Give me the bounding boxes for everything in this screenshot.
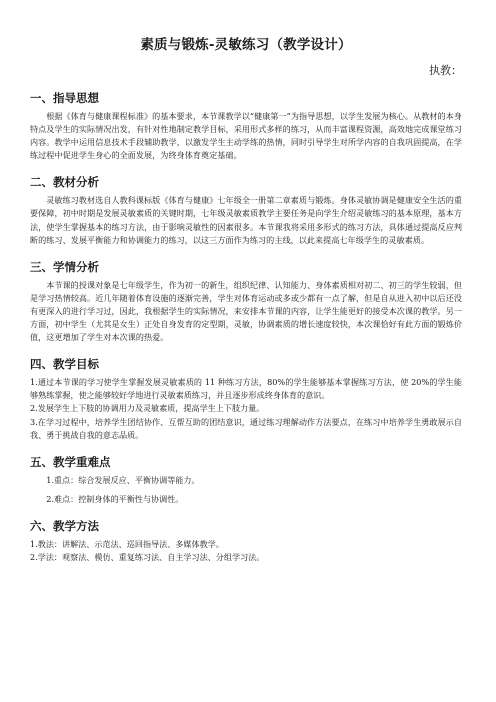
- section-paragraph: 灵敏练习教材选自人教科课标版《体育与健康》七年级全一册第二章素质与锻炼。身体灵敏协调是健康安全生活的重要保障，初中时期是发展灵敏素质的关键时期，七年级灵敏素质教学主要任务是向学生介绍灵敏练习的基本原理，基本方法，使学生掌握基本的练习方法，由于影响灵敏性的因素很多。本节课我将采用多形式的练习方法，具体通过提高反应判断的练习、发展平衡能力和协调能力的练习，以这三方面作为练习的主线，以此来提高七年级学生的灵敏素质。: [30, 195, 462, 245]
- list-item: 2.难点：控制身体的平衡性与协调性。: [46, 493, 184, 504]
- section-student-analysis: [30, 259, 462, 344]
- document-title: 素质与锻炼-灵敏练习（教学设计）: [140, 37, 352, 53]
- section-paragraph: 本节课的授课对象是七年级学生，作为初一的新生，组织纪律、认知能力、身体素质相对初二、初三的学生较弱，但是学习热情较高。近几年随着体育设施的逐渐完善，学生对体育运动或多或少都有一点了解，但是自从进入初中以后还没有更深入的进行学习过，因此，我根据学生的实际情况，来安排本节课的内容，让学生能更好的接受本次课的教学。另一方面，初中学生（尤其是女生）正处自身发育的定型期，灵敏，协调素质的增长速度较快，本次课恰好有此方面的锻炼价值，这更增加了学生对本次课的热爱。: [30, 279, 462, 343]
- section-heading: 六、教学方法: [30, 518, 99, 533]
- section-heading: 二、教材分析: [30, 175, 99, 190]
- section-key-points: [30, 454, 462, 506]
- section-heading: 一、指导思想: [30, 91, 99, 105]
- list-item: 1.教法：讲解法、示范法、巡回指导法、多媒体教学。: [30, 538, 224, 549]
- section-guiding-ideology: [30, 90, 462, 162]
- list-item: 1.通过本节课的学习使学生掌握发展灵敏素质的 11 种练习方法，80%的学生能够基本掌握练习方法，使 20%的学生能够熟练掌握，使之能够较好学地进行灵敏素质练习，并且逐步形成终身体育的意识。: [30, 377, 462, 401]
- list-item: 1.重点：综合发展反应、平衡协调等能力。: [46, 474, 200, 485]
- section-material-analysis: [30, 174, 462, 246]
- section-heading: 四、教学目标: [30, 357, 99, 372]
- list-item: 2.学法：观察法、模仿、重复练习法、自主学习法、分组学习法。: [30, 551, 265, 562]
- section-teaching-methods: [30, 518, 462, 564]
- section-heading: 三、学情分析: [30, 259, 99, 274]
- author-label: 执教：: [429, 64, 462, 77]
- section-heading: 五、教学重难点: [30, 454, 111, 469]
- list-item: 3.在学习过程中，培养学生团结协作、互帮互助的团结意识，通过练习理解动作方法要点，在练习中培养学生勇敢展示自我、勇于挑战自我的意志品质。: [30, 416, 462, 440]
- list-item: 2.发展学生上下肢的协调用力及灵敏素质，提高学生上下肢力量。: [30, 403, 265, 414]
- section-paragraph: 根据《体育与健康课程标准》的基本要求，本节课教学以“健康第一”为指导思想，以学生发展为核心。从教材的本身特点及学生的实际情况出发，有针对性地制定教学目标，采用形式多样的练习，从而丰富课程资源，高效地完成课堂练习内容。教学中运用信息技术手段辅助教学，以激发学生主动学练的热情，同时引导学生对所学内容的自我巩固提高，在学练过程中促进学生身心的全面发展，为终身体育奠定基础。: [30, 111, 462, 161]
- section-teaching-goals: [30, 356, 462, 441]
